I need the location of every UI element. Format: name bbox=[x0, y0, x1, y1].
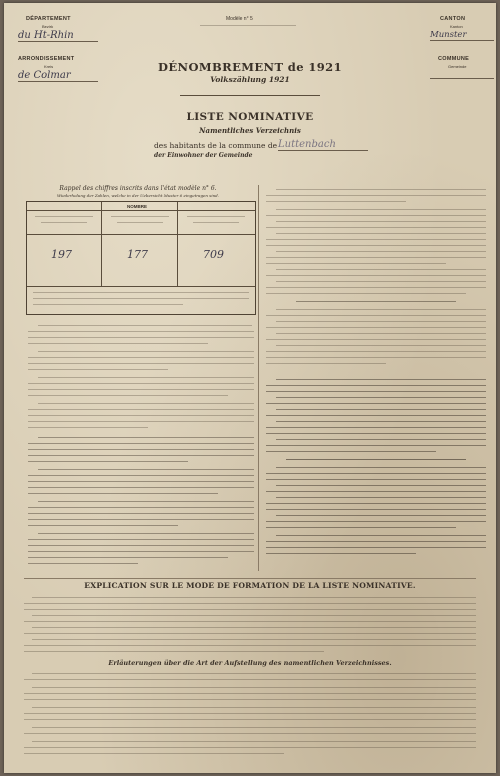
arrondissement-sub: Kreis bbox=[44, 64, 54, 69]
explication-german-title: Erläuterungen über die Art der Aufstellung des namentlichen Verzeichnisses. bbox=[108, 659, 392, 667]
right-instructions-text bbox=[266, 187, 486, 571]
rappel-title-german: Wiederholung der Zahlen, welche in der Uebersicht Muster 6 eingetragen sind. bbox=[56, 193, 220, 198]
arrondissement-value: de Colmar bbox=[18, 70, 98, 82]
rappel-value-1: 197 bbox=[51, 248, 72, 261]
canton-sub: Kanton bbox=[450, 24, 463, 29]
rappel-table bbox=[26, 201, 256, 315]
commune-name: Luttenbach bbox=[278, 139, 368, 151]
explication-text-fr bbox=[24, 595, 476, 655]
column-divider bbox=[258, 185, 259, 571]
habitants-text: des habitants de la commune de bbox=[154, 141, 278, 150]
explication-title: EXPLICATION SUR LE MODE DE FORMATION DE LA LISTE NOMINATIVE. bbox=[84, 581, 416, 590]
main-title: DÉNOMBREMENT de 1921 bbox=[158, 60, 342, 74]
departement-sub: Bezirk bbox=[42, 24, 54, 29]
rappel-title: Rappel des chiffres inscrits dans l'état modèle n° 6. bbox=[59, 185, 217, 192]
explication-top-rule bbox=[24, 578, 476, 579]
modele-caption bbox=[200, 23, 296, 29]
habitants-german: der Einwohner der Gemeinde bbox=[154, 152, 253, 159]
arrondissement-label: ARRONDISSEMENT bbox=[18, 56, 75, 62]
explication-text-de bbox=[24, 671, 476, 763]
commune-label: COMMUNE bbox=[438, 56, 470, 62]
rappel-value-2: 177 bbox=[127, 248, 148, 261]
commune-sub: Gemeinde bbox=[448, 64, 467, 69]
rappel-value-3: 709 bbox=[203, 248, 224, 261]
canton-label: CANTON bbox=[440, 16, 466, 22]
title-divider bbox=[180, 95, 320, 96]
liste-title: LISTE NOMINATIVE bbox=[186, 111, 314, 123]
modele-number: Modèle n° 5 bbox=[226, 16, 253, 22]
habitants-line bbox=[154, 141, 277, 150]
left-instructions-text bbox=[28, 321, 254, 571]
departement-label: DÉPARTEMENT bbox=[26, 16, 71, 22]
main-title-german: Volkszählung 1921 bbox=[210, 75, 290, 84]
departement-value: du Ht-Rhin bbox=[18, 30, 98, 42]
census-form-page bbox=[4, 3, 496, 773]
canton-value: Munster bbox=[430, 30, 494, 41]
rappel-col-header: NOMBRE bbox=[127, 204, 147, 209]
liste-title-german: Namentliches Verzeichnis bbox=[199, 126, 301, 135]
